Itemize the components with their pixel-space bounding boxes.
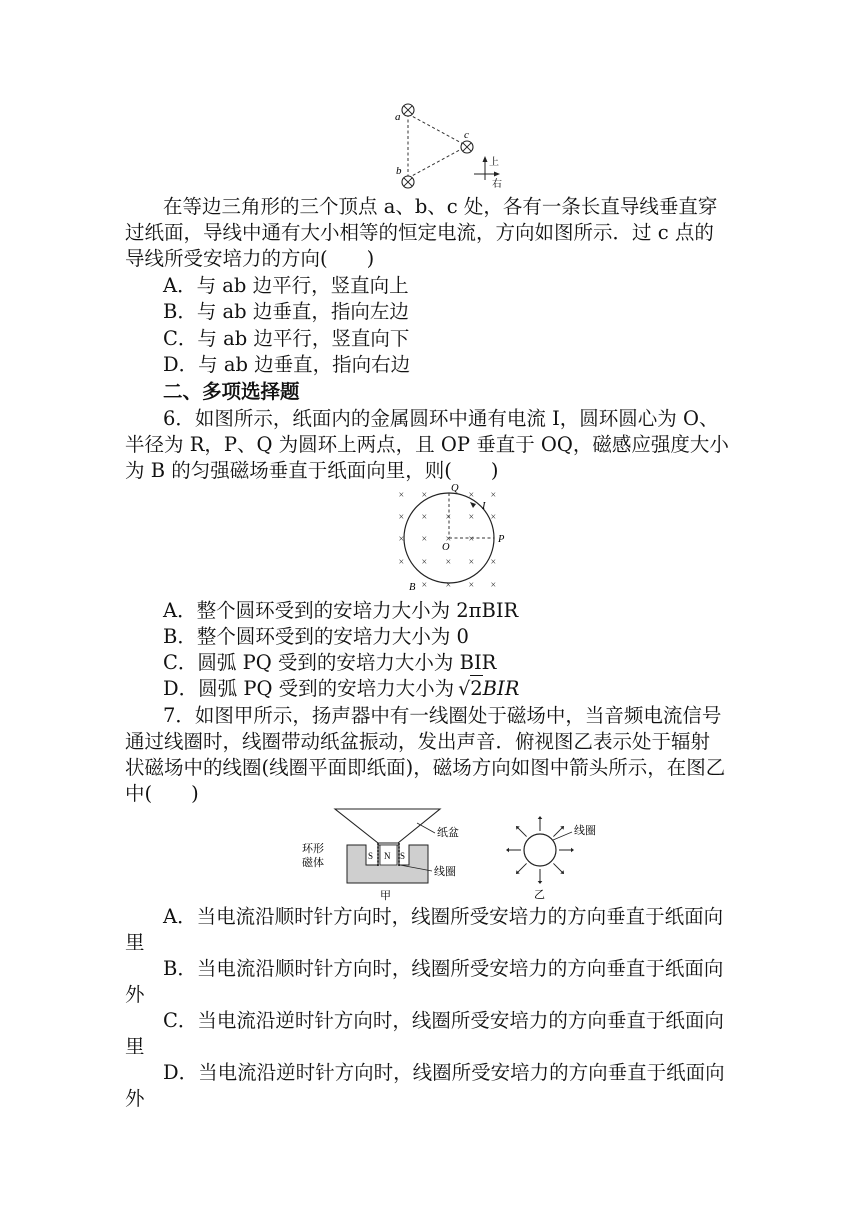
label-I: I (482, 501, 486, 512)
field-cross-icon: × (421, 557, 428, 568)
q7-stem-line-1: 7．如图甲所示，扬声器中有一线圈处于磁场中，当音频电流信号 (163, 704, 722, 727)
field-cross-icon: × (468, 557, 475, 568)
label-up: 上 (489, 157, 499, 168)
q5-stem-line-3: 导线所受安培力的方向( ) (125, 247, 375, 270)
field-cross-icon: × (490, 557, 497, 568)
label-S-right: S (400, 851, 406, 861)
label-O: O (442, 542, 450, 553)
label-citi: 磁体 (302, 857, 324, 869)
q7-option-c-wrap: 里 (125, 1035, 145, 1058)
field-cross-icon: × (421, 490, 428, 501)
sqrt-sign-icon: √ (458, 678, 471, 700)
field-arrow-head-icon (538, 816, 543, 819)
field-cross-icon: × (421, 512, 428, 523)
label-jia: 甲 (380, 890, 391, 902)
q6-option-d (163, 675, 783, 703)
field-cross-icon: × (421, 534, 428, 545)
q6-option-a: A．整个圆环受到的安培力大小为 2πBIR (163, 599, 519, 622)
q7-option-d-wrap: 外 (125, 1087, 145, 1110)
q6-option-b: B．整个圆环受到的安培力大小为 0 (163, 625, 469, 648)
q7-option-d: D．当电流沿逆时针方向时，线圈所受安培力的方向垂直于纸面向 (163, 1061, 725, 1084)
field-cross-icon: × (468, 490, 475, 501)
label-zhipen: 纸盆 (437, 827, 459, 839)
field-cross-icon: × (398, 490, 405, 501)
q6-stem-line-1: 6．如图所示，纸面内的金属圆环中通有电流 I，圆环圆心为 O、 (163, 407, 719, 430)
field-arrow-head-icon (571, 848, 574, 853)
q7-option-a: A．当电流沿顺时针方向时，线圈所受安培力的方向垂直于纸面向 (163, 905, 724, 928)
label-Q: Q (451, 483, 459, 494)
label-right: 右 (492, 179, 502, 190)
wire-c-icon (461, 141, 473, 153)
q5-stem-line-2: 过纸面，导线中通有大小相等的恒定电流，方向如图所示．过 c 点的 (125, 221, 714, 244)
field-cross-icon: × (398, 534, 405, 545)
q6-stem-line-3: 为 B 的匀强磁场垂直于纸面向里，则( ) (125, 459, 499, 482)
section-heading: 二、多项选择题 (163, 380, 300, 403)
field-cross-icon: × (490, 580, 497, 591)
label-P: P (498, 534, 505, 545)
field-cross-icon: × (398, 557, 405, 568)
field-arrow-line (518, 863, 526, 871)
field-cross-icon: × (445, 512, 452, 523)
label-a: a (395, 111, 401, 123)
q6-option-d-suffix: BIR (482, 677, 520, 700)
label-B: B (409, 582, 416, 593)
label-N: N (384, 851, 391, 861)
field-arrow-line (553, 828, 561, 836)
field-arrow-line (518, 828, 526, 836)
field-cross-icon: × (421, 580, 428, 591)
q6-option-c: C．圆弧 PQ 受到的安培力大小为 BIR (163, 651, 497, 674)
triangle-wires-figure (390, 98, 510, 190)
label-xianquan-jia: 线圈 (434, 866, 456, 878)
field-arrow-line (553, 863, 561, 871)
loudspeaker-figure (290, 805, 470, 905)
q6-option-d-prefix: D．圆弧 PQ 受到的安培力大小为 (163, 677, 455, 700)
radial-field-arrows (506, 816, 574, 884)
q6-option-d-radicand: 2 (470, 677, 483, 700)
field-cross-icon: × (445, 534, 452, 545)
q5-option-a: A．与 ab 边平行，竖直向上 (163, 274, 409, 297)
label-S-left: S (368, 851, 374, 861)
q5-option-c: C．与 ab 边平行，竖直向下 (163, 327, 410, 350)
field-cross-icon: × (468, 580, 475, 591)
paper-cone (335, 809, 440, 843)
q5-option-d: D．与 ab 边垂直，指向右边 (163, 353, 411, 376)
label-b: b (396, 165, 402, 177)
field-cross-icon: × (398, 512, 405, 523)
label-xianquan-yi: 线圈 (574, 825, 596, 837)
field-cross-icon: × (490, 512, 497, 523)
q7-stem-line-4: 中( ) (125, 782, 199, 805)
label-huanxing: 环形 (302, 843, 324, 855)
q7-option-a-wrap: 里 (125, 931, 145, 954)
field-cross-icon: × (490, 490, 497, 501)
field-arrow-head-icon (538, 881, 543, 884)
field-cross-icon: × (445, 580, 452, 591)
current-arrow-icon (470, 502, 476, 508)
field-arrow-head-icon (506, 848, 509, 853)
q7-stem-line-3: 状磁场中的线圈(线圈平面即纸面)，磁场方向如图中箭头所示，在图乙 (125, 756, 726, 779)
wire-a-icon (402, 104, 414, 116)
q5-option-b: B．与 ab 边垂直，指向左边 (163, 300, 409, 323)
q6-stem-line-2: 半径为 R，P、Q 为圆环上两点，且 OP 垂直于 OQ，磁感应强度大小 (125, 433, 729, 456)
q7-option-b: B．当电流沿顺时针方向时，线圈所受安培力的方向垂直于纸面向 (163, 957, 724, 980)
q7-stem-line-2: 通过线圈时，线圈带动纸盆振动，发出声音．俯视图乙表示处于辐射 (125, 730, 711, 753)
field-cross-icon: × (468, 512, 475, 523)
q7-option-b-wrap: 外 (125, 983, 145, 1006)
q7-option-c: C．当电流沿逆时针方向时，线圈所受安培力的方向垂直于纸面向 (163, 1009, 724, 1032)
label-c: c (464, 129, 469, 141)
wire-b-icon (402, 176, 414, 188)
ring-field-figure (390, 482, 508, 596)
coil-ring (524, 834, 556, 866)
field-cross-icon: × (445, 557, 452, 568)
radial-field-coil-figure (498, 812, 618, 904)
field-cross-icon: × (468, 534, 475, 545)
label-yi: 乙 (534, 889, 545, 901)
q5-stem-line-1: 在等边三角形的三个顶点 a、b、c 处，各有一条长直导线垂直穿 (163, 195, 718, 218)
